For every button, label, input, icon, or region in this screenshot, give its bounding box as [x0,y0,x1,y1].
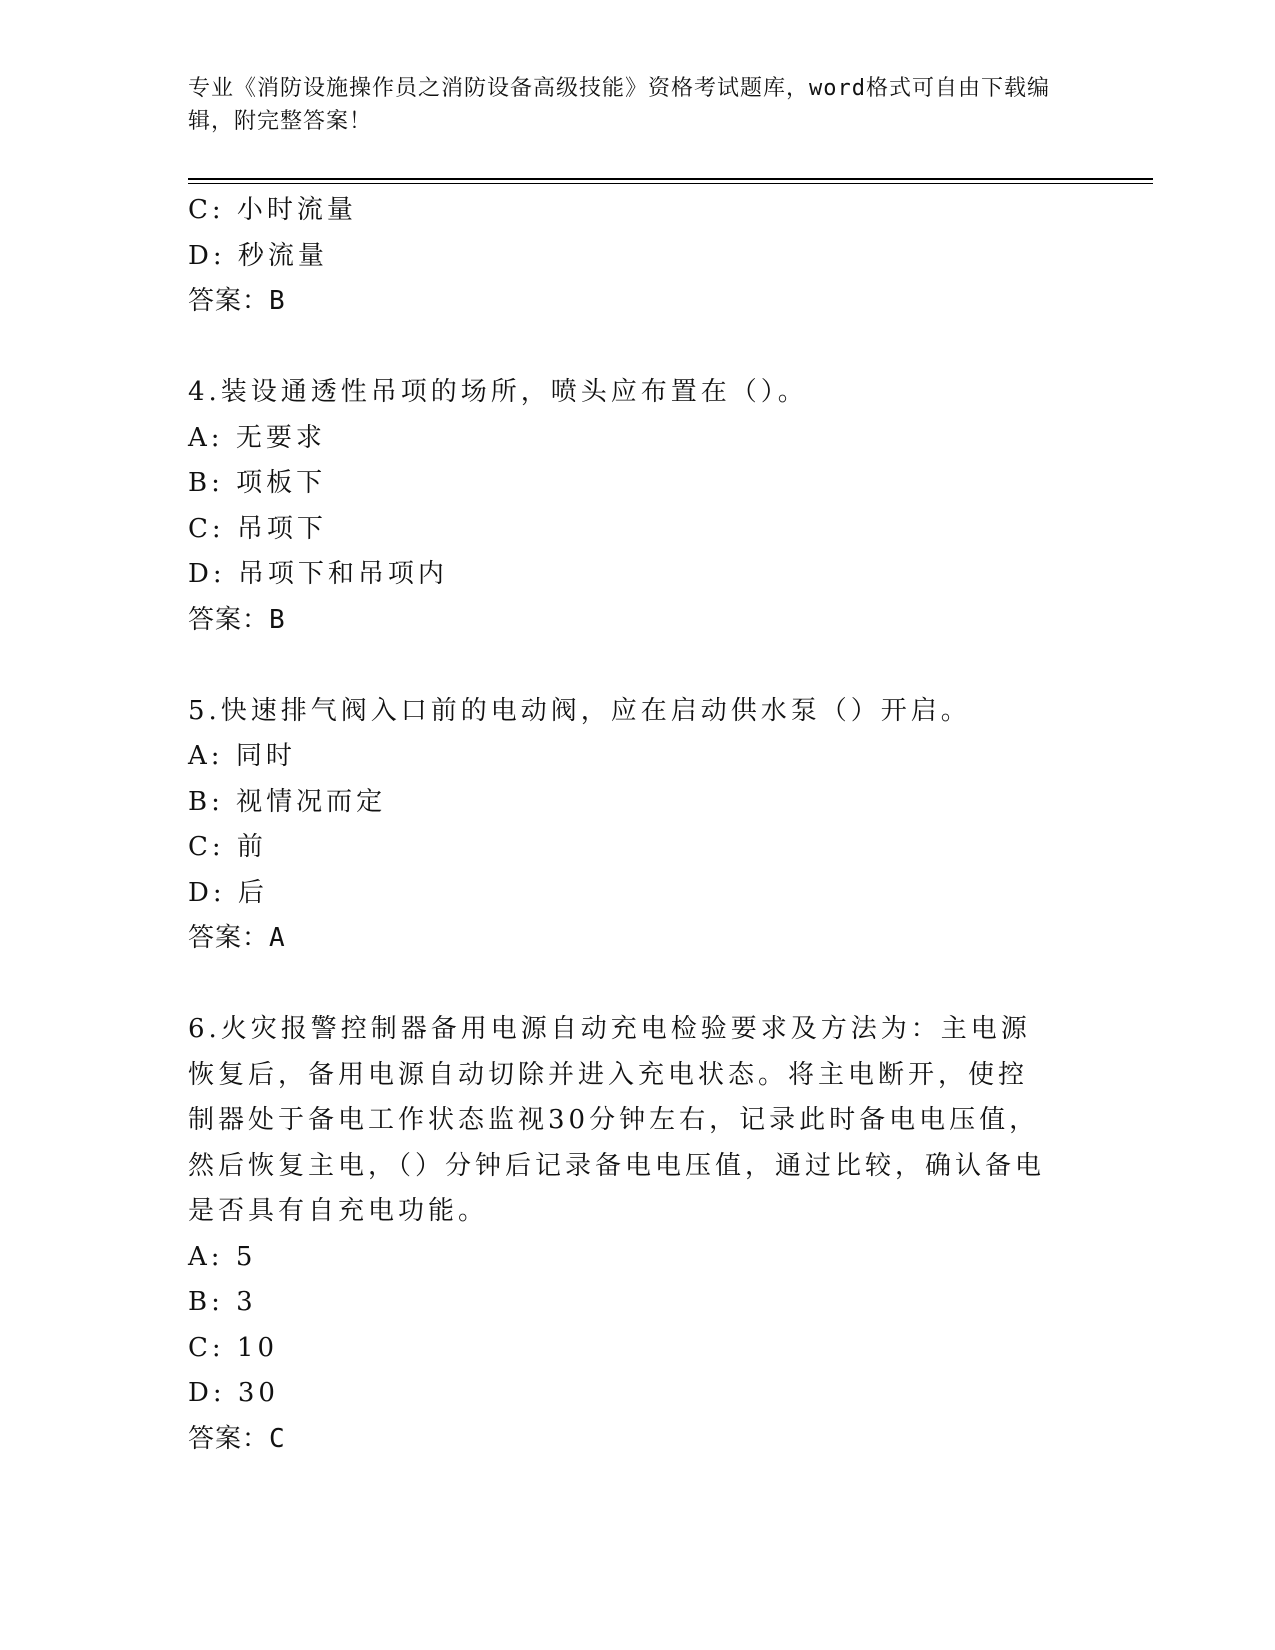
q3-option-c [188,188,1088,234]
q5-option-b [188,780,1088,826]
option-text: 30 [237,1378,279,1408]
option-label: C: [188,195,225,225]
q4-option-d [188,552,1088,598]
option-text: 小时流量 [236,195,357,225]
q6-option-c [188,1326,1088,1372]
q5-stem: 5.快速排气阀入口前的电动阀，应在启动供水泵（）开启。 [188,695,971,726]
header-divider-thin [188,183,1153,184]
option-label: C: [188,832,225,862]
option-label: A: [188,741,224,771]
q6-stem: 6.火灾报警控制器备用电源自动充电检验要求及方法为：主电源恢复后，备用电源自动切除并进入充电状态。将主电断开，使控制器处于备电工作状态监视30分钟左右，记录此时备电电压值，然后恢复主电，（）分钟后记录备电电压值，通过比较，确认备电是否具有自充电功能。 [188,1014,1046,1226]
document-header: 专业《消防设施操作员之消防设备高级技能》资格考试题库，word格式可自由下载编辑，附完整答案！ [188,76,1050,134]
option-label: D: [188,559,226,589]
option-text: 5 [235,1241,257,1272]
q5-option-a [188,734,1088,780]
option-text: 项板下 [236,468,327,498]
q3-option-d [188,234,1088,280]
option-text: 后 [237,877,268,908]
option-label: A: [188,1241,224,1272]
q6-option-d [188,1371,1088,1417]
option-text: 吊项下 [236,513,327,544]
q6-answer: 答案：C [188,1423,286,1454]
option-text: 前 [236,832,267,862]
q5-option-d [188,871,1088,917]
q4-option-b [188,461,1088,507]
option-label: C: [188,513,225,544]
option-label: A: [188,422,224,453]
option-label: D: [188,877,226,908]
q4-answer: 答案：B [188,604,286,635]
option-label: B: [188,786,224,817]
question-list [188,188,1088,1462]
option-text: 无要求 [235,422,326,453]
q6-option-b [188,1280,1088,1326]
q4-option-a [188,416,1088,462]
q3-answer: 答案：B [188,286,286,316]
q5-option-c [188,825,1088,871]
option-text: 吊项下和吊项内 [237,559,448,589]
q4-option-c [188,507,1088,553]
header-divider-thick [188,178,1153,180]
option-label: D: [188,1378,226,1408]
option-text: 秒流量 [237,240,328,271]
option-label: C: [188,1332,225,1363]
spacer [188,962,1088,1008]
q4-stem: 4.装设通透性吊项的场所，喷头应布置在（）。 [188,377,808,407]
q6-option-a [188,1235,1088,1281]
option-text: 3 [236,1287,257,1317]
option-label: D: [188,240,226,271]
option-label: B: [188,1287,224,1317]
option-text: 10 [236,1332,279,1363]
q5-answer: 答案：A [188,923,286,953]
option-text: 视情况而定 [236,786,387,817]
option-label: B: [188,468,224,498]
spacer [188,643,1088,689]
spacer [188,325,1088,371]
option-text: 同时 [235,741,296,771]
